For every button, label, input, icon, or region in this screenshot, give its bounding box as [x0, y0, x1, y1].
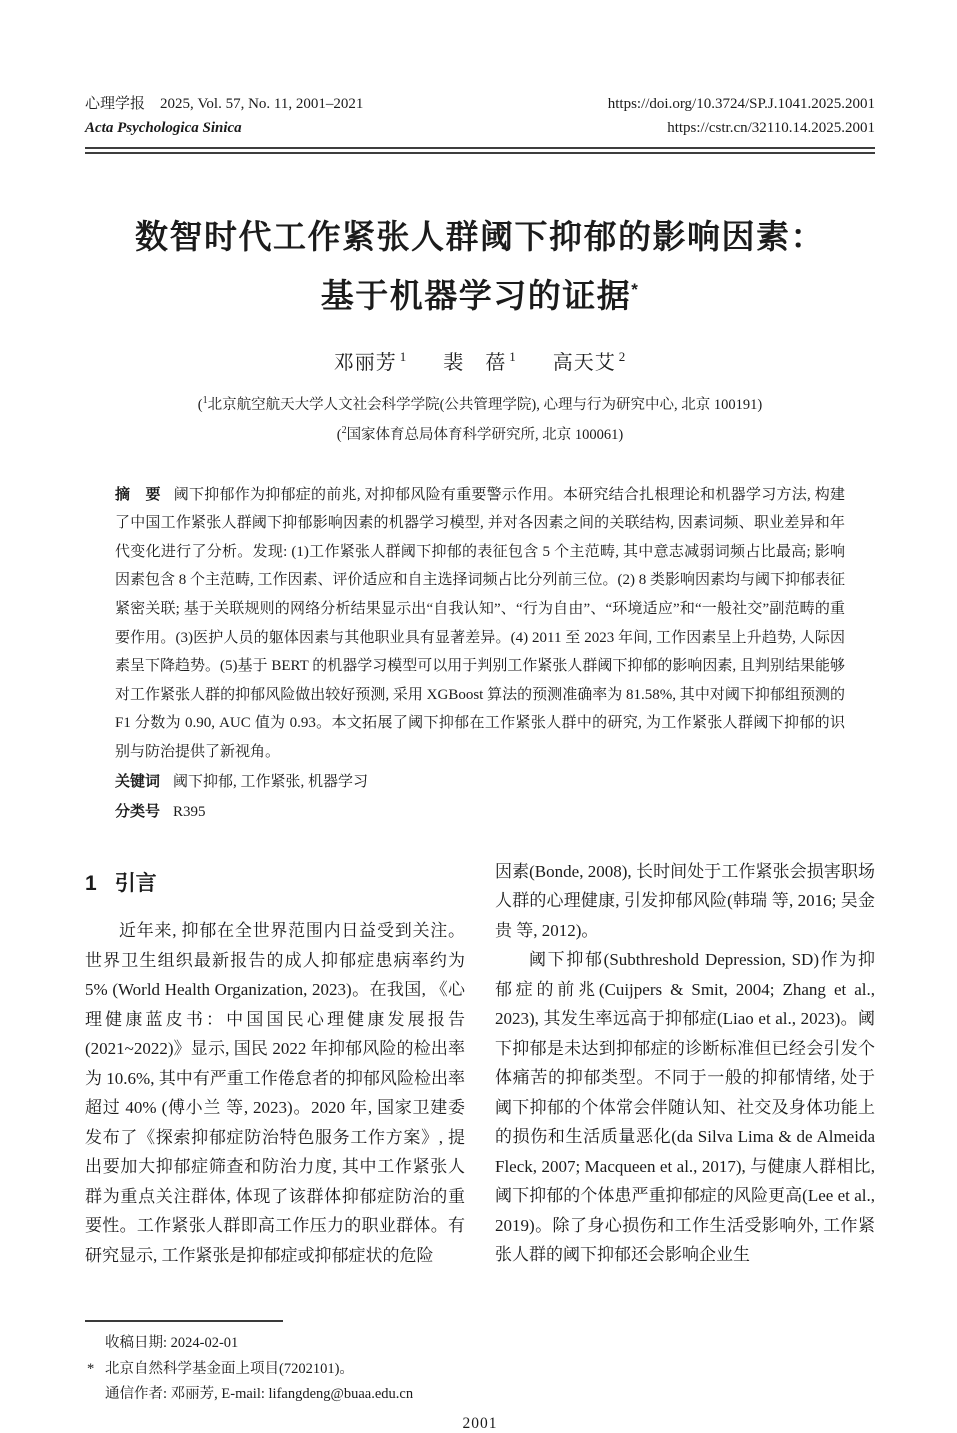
- keywords-line: [115, 767, 845, 797]
- section-1-heading: [85, 869, 465, 899]
- footnote-divider: [85, 1320, 283, 1322]
- funding-asterisk: *: [87, 1360, 95, 1377]
- paper-title: [85, 210, 875, 322]
- keywords-label: 关键词: [115, 772, 161, 790]
- section-title: 引言: [114, 871, 157, 895]
- journal-header: [85, 92, 875, 140]
- footnote-block: [85, 1320, 875, 1408]
- article-links: [608, 92, 875, 140]
- cstr-text: https://cstr.cn/32110.14.2025.2001: [667, 120, 875, 136]
- title-footnote-mark: *: [631, 280, 640, 299]
- abstract: [115, 481, 845, 767]
- classification-line: [115, 797, 845, 827]
- left-column: [85, 857, 465, 1271]
- paper-title-line1: 数智时代工作紧张人群阈下抑郁的影响因素：: [135, 218, 825, 255]
- author-3-affiliation-mark: 2: [618, 349, 627, 365]
- section-number: 1: [85, 871, 97, 895]
- corresponding-author: 通信作者: 邓丽芳, E-mail: lifangdeng@buaa.edu.cn: [105, 1386, 414, 1403]
- funding-note: * 北京自然科学基金面上项目(7202101)。: [85, 1357, 875, 1383]
- affiliation-list: [85, 388, 875, 448]
- right-column: [495, 857, 875, 1271]
- author-1: 邓丽芳 $^1$: [333, 349, 408, 374]
- abstract-text: 阈下抑郁作为抑郁症的前兆, 对抑郁风险有重要警示作用。本研究结合扎根理论和机器学习方法, 构建了中国工作紧张人群阈下抑郁影响因素的机器学习模型, 并对各因素之间的关联结构, 因素词频、职业差异和年代变化进行了分析。发现: (1)工作紧张人群阈下抑郁的表征包含 5 个主范畴, 其中意志减弱词频占比最高; 影响因素包含 8 个主范畴, 工作因素、评价适应和自主选择词频占比分列前三位。(2) 8 类影响因素均与阈下抑郁表征紧密关联; 基于关联规则的网络分析结果显示出“自我认知”、“行为自由”、“环境适应”和“一般社交”副范畴的重要作用。(3)医护人员的躯体因素与其他职业具有显著差异。(4) 2011 至 2023 年间, 工作因素呈上升趋势, 人际因素呈下降趋势。(5)基于 BERT 的机器学习模型可以用于判别工作紧张人群阈下抑郁的影响因素, 且判别结果能够对工作紧张人群的抑郁风险做出较好预测, 采用 XGBoost 算法的预测准确率为 81.58%, 其中对阈下抑郁组预测的 F1 分数为 0.90, AUC 值为 0.93。本文拓展了阈下抑郁在工作紧张人群中的研究, 为工作紧张人群阈下抑郁的识别与防治提供了新视角。: [115, 486, 845, 760]
- author-3: 高天艾 $^2$: [552, 349, 627, 374]
- body-columns: [85, 857, 875, 1271]
- affiliation-2: ($^2$国家体育总局体育科学研究所, 北京 100061): [336, 424, 624, 443]
- paragraph: 近年来, 抑郁在全世界范围内日益受到关注。世界卫生组织最新报告的成人抑郁症患病率约为 5% (World Health Organization, 2023)。在我国, 《心理健康蓝皮书：中国国民心理健康发展报告(2021~2022)》显示, 国民 2022 年抑郁风险的检出率为 10.6%, 其中有严重工作倦怠者的抑郁风险检出率超过 40% (傅小兰 等, 2023)。2020 年, 国家卫建委发布了《探索抑郁症防治特色服务工作方案》, 提出要加大抑郁症筛查和防治力度, 其中工作紧张人群为重点关注群体, 体现了该群体抑郁症防治的重要性。工作紧张人群即高工作压力的职业群体。有研究显示, 工作紧张是抑郁症或抑郁症状的危险: [85, 921, 465, 1265]
- paragraph: 因素(Bonde, 2008), 长时间处于工作紧张会损害职场人群的心理健康, 引发抑郁风险(韩瑞 等, 2016; 吴金贵 等, 2012)。: [495, 861, 875, 940]
- author-2: 裴 蓓 $^1$: [443, 349, 517, 374]
- paragraph: 阈下抑郁(Subthreshold Depression, SD)作为抑郁症的前兆(Cuijpers & Smit, 2004; Zhang et al., 2023), 其发生率远高于抑郁症(Liao et al., 2023)。阈下抑郁是未达到抑郁症的诊断标准但已经会引发个体痛苦的抑郁类型。不同于一般的抑郁情绪, 处于阈下抑郁的个体常会伴随认知、社交及身体功能上的损伤和生活质量恶化(da Silva Lima & de Almeida Fleck, 2007; Macqueen et al., 2017), 与健康人群相比, 阈下抑郁的个体患严重抑郁症的风险更高(Lee et al., 2019)。除了身心损伤和工作生活受影响外, 工作紧张人群的阈下抑郁还会影响企业生: [495, 950, 875, 1265]
- author-1-affiliation-mark: 1: [399, 349, 408, 365]
- author-list: [85, 346, 875, 375]
- doi-text: https://doi.org/10.3724/SP.J.1041.2025.2001: [607, 96, 875, 112]
- page-number: 2001: [462, 1414, 498, 1432]
- journal-cn-line: 心理学报 2025, Vol. 57, No. 11, 2001–2021: [85, 96, 364, 112]
- abstract-label: 摘 要: [115, 485, 161, 503]
- paper-title-line2: 基于机器学习的证据: [320, 277, 632, 314]
- journal-info: [85, 92, 363, 140]
- header-divider: [85, 147, 875, 154]
- affiliation-1: ($^1$北京航空航天大学人文社会科学学院(公共管理学院), 心理与行为研究中心, 北京 100191): [197, 395, 763, 413]
- author-2-affiliation-mark: 1: [509, 349, 517, 365]
- received-date: 收稿日期: 2024-02-01: [105, 1335, 239, 1352]
- keywords-text: 阈下抑郁, 工作紧张, 机器学习: [173, 773, 369, 790]
- journal-en-name: Acta Psychologica Sinica: [85, 120, 242, 136]
- classification-text: R395: [173, 803, 206, 820]
- classification-label: 分类号: [115, 802, 161, 820]
